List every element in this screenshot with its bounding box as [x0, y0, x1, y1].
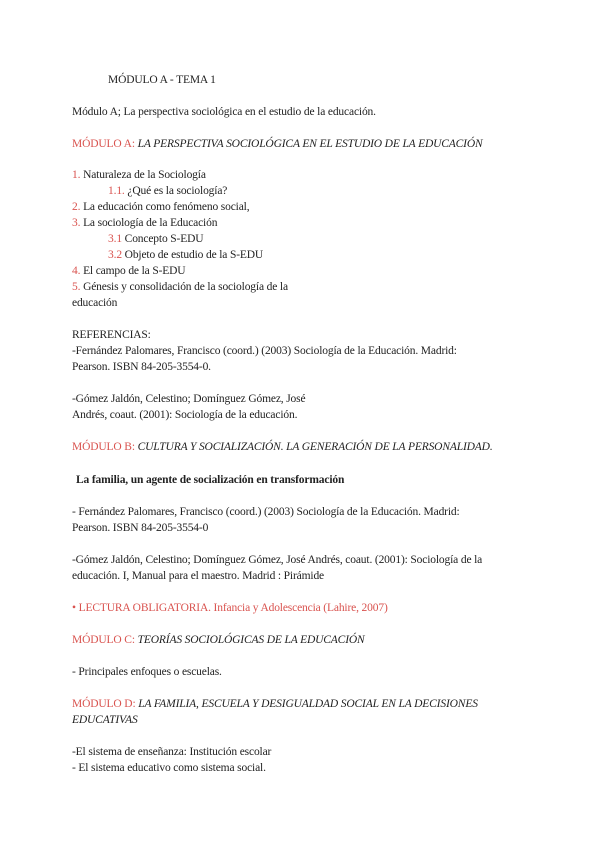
module-c-item: - Principales enfoques o escuelas. — [72, 666, 222, 678]
references-title: REFERENCIAS: — [72, 329, 151, 341]
module-b-title: CULTURA Y SOCIALIZACIÓN. LA GENERACIÓN DE LA PERSONALIDAD. — [137, 441, 493, 453]
outline-item — [108, 247, 263, 263]
outline-item — [72, 199, 249, 215]
module-c-heading — [72, 632, 365, 648]
module-b-heading — [72, 439, 493, 455]
outline-number: 1. — [72, 169, 81, 181]
module-b-label: MÓDULO B: — [72, 441, 135, 453]
reference-line: -Gómez Jaldón, Celestino; Domínguez Gómez, José Andrés, coaut. (2001): Sociología de la — [72, 554, 483, 566]
reference-line: Pearson. ISBN 84-205-3554-0 — [72, 522, 209, 534]
module-d-label: MÓDULO D: — [72, 698, 136, 710]
outline-text: Objeto de estudio de la S-EDU — [124, 249, 264, 261]
outline-text: ¿Qué es la sociología? — [127, 185, 228, 197]
outline-text: La educación como fenómeno social, — [83, 201, 250, 213]
outline-item — [108, 183, 227, 199]
outline-text: El campo de la S-EDU — [83, 265, 186, 277]
outline-number: 2. — [72, 201, 81, 213]
module-d-item: -El sistema de enseñanza: Institución escolar — [72, 746, 272, 758]
module-d-heading — [72, 696, 478, 712]
reference-line: -Fernández Palomares, Francisco (coord.) (2003) Sociología de la Educación. Madrid: — [72, 345, 457, 357]
reference-line: Andrés, coaut. (2001): Sociología de la educación. — [72, 409, 298, 421]
outline-number: 1.1. — [108, 185, 125, 197]
outline-item — [108, 231, 203, 247]
page-title: MÓDULO A - TEMA 1 — [108, 74, 216, 86]
outline-number: 5. — [72, 281, 81, 293]
outline-number: 3. — [72, 217, 81, 229]
outline-item — [72, 279, 288, 295]
outline-item — [72, 263, 185, 279]
outline-item — [72, 215, 217, 231]
reference-line: -Gómez Jaldón, Celestino; Domínguez Gómez, José — [72, 393, 306, 405]
required-reading: • LECTURA OBLIGATORIA. Infancia y Adolescencia (Lahire, 2007) — [72, 602, 388, 614]
subtitle: Módulo A; La perspectiva sociológica en el estudio de la educación. — [72, 106, 376, 118]
reference-line: Pearson. ISBN 84-205-3554-0. — [72, 361, 211, 373]
outline-number: 4. — [72, 265, 81, 277]
module-d-item: - El sistema educativo como sistema social. — [72, 762, 266, 774]
module-a-label: MÓDULO A: — [72, 138, 135, 150]
module-a-heading — [72, 136, 483, 152]
reference-line: educación. I, Manual para el maestro. Madrid : Pirámide — [72, 570, 325, 582]
outline-item — [72, 167, 206, 183]
module-c-title: TEORÍAS SOCIOLÓGICAS DE LA EDUCACIÓN — [137, 634, 365, 646]
outline-text: La sociología de la Educación — [83, 217, 218, 229]
outline-text: Naturaleza de la Sociología — [83, 169, 206, 181]
outline-item-continuation: educación — [72, 297, 118, 309]
module-d-title-continuation: EDUCATIVAS — [72, 714, 138, 726]
outline-text: Concepto S-EDU — [124, 233, 204, 245]
module-a-title: LA PERSPECTIVA SOCIOLÓGICA EN EL ESTUDIO DE LA EDUCACIÓN — [137, 138, 483, 150]
outline-number: 3.1 — [108, 233, 122, 245]
outline-number: 3.2 — [108, 249, 122, 261]
module-b-subheading: La familia, un agente de socialización en transformación — [76, 474, 345, 486]
module-d-title: LA FAMILIA, ESCUELA Y DESIGUALDAD SOCIAL EN LA DECISIONES — [138, 698, 478, 710]
reference-line: - Fernández Palomares, Francisco (coord.) (2003) Sociología de la Educación. Madrid: — [72, 506, 460, 518]
module-c-label: MÓDULO C: — [72, 634, 135, 646]
outline-text: Génesis y consolidación de la sociología de la — [83, 281, 288, 293]
